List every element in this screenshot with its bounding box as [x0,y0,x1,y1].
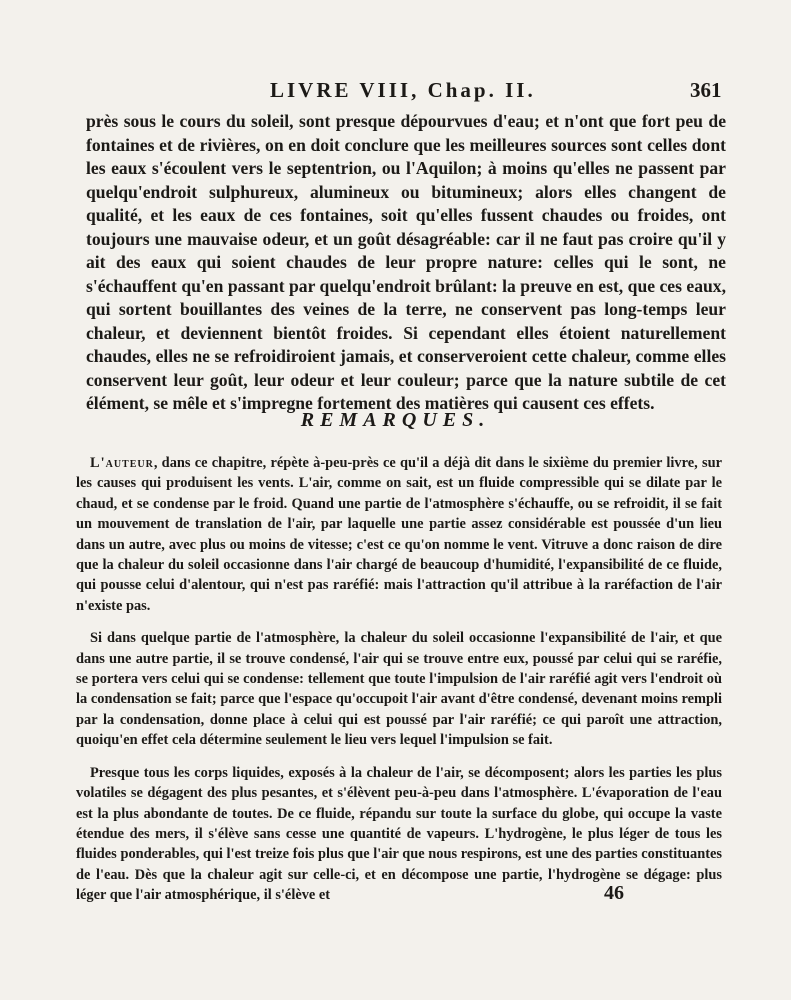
remarks-section [76,453,722,918]
running-title: LIVRE VIII, Chap. II. [270,78,536,102]
remarks-paragraph-1-lead: L'auteur [90,455,154,471]
remarks-heading: REMARQUES. [300,409,491,431]
signature-mark: 46 [604,882,624,904]
page-header [0,78,791,108]
remarks-paragraph-3: Presque tous les corps liquides, exposés à la chaleur de l'air, se décomposent; alors les parties les plus volatiles se dégagent des plus pesantes, et s'élèvent peu-à-peu dans l'atmosphère. L'évaporation de l'eau est la plus abondante de toutes. De ce fluide, répandu sur toute la surface du globe, qui occupe la vaste étendue des mers, il s'élève sans cesse une quantité de vapeurs. L'hydrogène, le plus léger de tous les fluides ponderables, qui l'est treize fois plus que l'air que nous respirons, est une des parties constituantes de l'eau. Dès que la chaleur agit sur celle-ci, et en décompose une partie, l'hydrogène se dégage: plus léger que l'air atmosphérique, il s'élève et [76,764,722,904]
remarks-paragraph-1-text: , dans ce chapitre, répète à-peu-près ce qu'il a déjà dit dans le sixième du premier livre, sur les causes qui produisent les vents. L'air, comme on sait, est un fluide compressible qui se dilate par le chaud, et se condense par le froid. Quand une partie de l'atmosphère s'échauffe, ou se refroidit, il se fait un mouvement de translation de l'air, par laquelle une partie assez considérable est poussée d'un lieu dans un autre, avec plus ou moins de vitesse; c'est ce qu'on nomme le vent. Vitruve a donc raison de dire que la chaleur du soleil occasionne dans l'air chargé de beaucoup d'humidité, l'expansibilité de ce fluide, qui pousse celui d'alentour, qui n'est pas raréfié: mais l'attraction qu'il attribue à la raréfaction de l'air n'existe pas. [76,455,722,614]
remarks-paragraph-2: Si dans quelque partie de l'atmosphère, la chaleur du soleil occasionne l'expansibilité de l'air, et que dans une autre partie, il se trouve condensé, l'air qui se trouve entre eux, poussé par celui qui se raréfie, se portera vers celui qui se condense: tellement que toute l'impulsion de l'air raréfié agit vers l'endroit où la condensation se fait; parce que l'espace qu'occupoit l'air avant d'être condensé, devenant moins rempli par la condensation, donne place à celui qui est poussé par l'air raréfié; ce qui paroît une attraction, quoiqu'en effet cela détermine seulement le lieu vers lequel l'impulsion se fait. [76,630,722,749]
main-text: près sous le cours du soleil, sont presque dépourvues d'eau; et n'ont que fort peu de fontaines et de rivières, on en doit conclure que les meilleures sources sont celles dont les eaux s'écoulent vers le septentrion, ou l'Aquilon; à moins qu'elles ne passent par quelqu'endroit sulphureux, alumineux ou bitumineux; alors elles changent de qualité, et les eaux de ces fontaines, soit qu'elles fussent chaudes ou froides, ont toujours une mauvaise odeur, et un goût désagréable: car il ne faut pas croire qu'il y ait des eaux qui soient chaudes de leur propre nature: celles qui le sont, ne s'échauffent qu'en passant par quelqu'endroit brûlant: la preuve en est, que ces eaux, qui sortent bouillantes des veines de la terre, ne conservent pas long-temps leur chaleur, et deviennent bientôt froides. Si cependant elles étoient naturellement chaudes, elles ne se refroidiroient jamais, et conserveroient cette chaleur, comme elles conservent leur goût, leur odeur et leur couleur; parce que la nature subtile de cet élément, se mêle et s'impregne fortement des matières qui causent ces effets. [86,111,726,413]
remarks-paragraph-1 [76,453,722,616]
page-number: 361 [690,78,722,102]
